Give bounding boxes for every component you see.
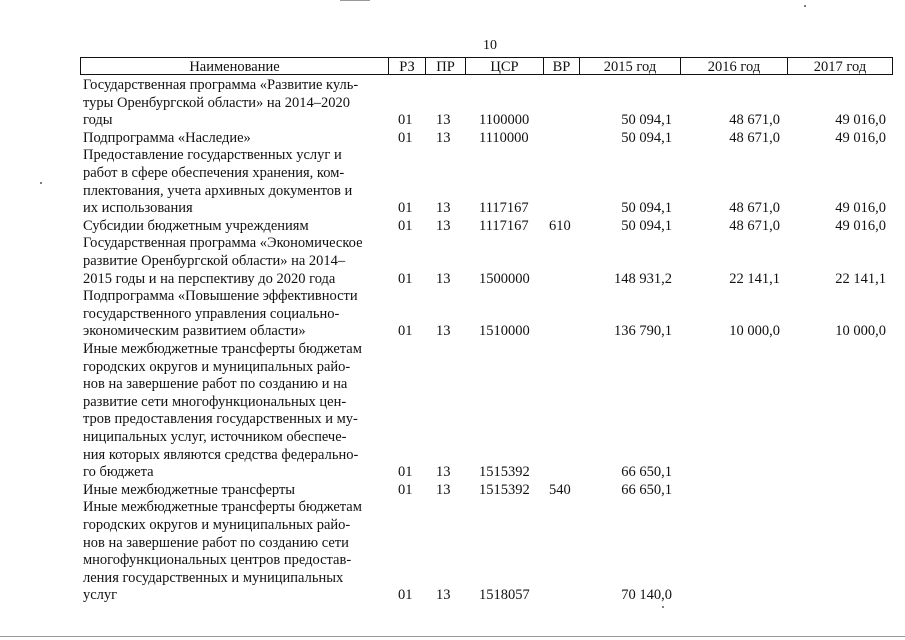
row-name-line: государственного управления социально-: [83, 305, 340, 322]
row-name-line: Предоставление государственных услуг и: [83, 147, 342, 164]
row-name-line: городских округов и муниципальных райо-: [83, 517, 351, 533]
row-name-line: Иные межбюджетные трансферты: [83, 481, 296, 498]
header-csr: ЦСР: [465, 57, 543, 75]
row-csr: 1515392: [479, 481, 530, 498]
row-csr: 1100000: [479, 112, 530, 129]
header-2015: 2015 год: [579, 57, 680, 75]
row-2015: 50 094,1: [621, 200, 672, 217]
header-2016: 2016 год: [680, 57, 787, 75]
row-pr: 13: [436, 464, 451, 481]
header-rz: РЗ: [388, 57, 425, 75]
row-rz: 01: [398, 270, 413, 287]
row-2016: 10 000,0: [729, 323, 780, 340]
row-csr: 1510000: [479, 323, 530, 340]
row-name-line: ниципальных услуг, источником обеспече-: [83, 429, 347, 445]
row-pr: 13: [436, 587, 451, 604]
row-name-line: го бюджета: [83, 464, 154, 481]
row-name-line: ния которых являются средства федерально-: [83, 446, 359, 463]
scan-speck: [804, 5, 806, 7]
row-2015: 50 094,1: [621, 217, 672, 234]
page-number: 10: [483, 38, 497, 53]
row-2015: 50 094,1: [621, 112, 672, 129]
row-csr: 1518057: [479, 587, 530, 604]
header-pr: ПР: [425, 57, 465, 75]
row-name-line: Субсидии бюджетным учреждениям: [83, 217, 309, 234]
row-rz: 01: [398, 112, 413, 129]
row-2016: 22 141,1: [729, 270, 780, 287]
row-pr: 13: [436, 112, 451, 129]
row-name-line: Государственная программа «Экономическое: [83, 235, 363, 252]
row-pr: 13: [436, 217, 451, 234]
header-vr: ВР: [543, 57, 579, 75]
row-2017: 49 016,0: [835, 217, 886, 234]
row-rz: 01: [398, 481, 413, 498]
row-vr: 610: [549, 217, 571, 234]
scan-top-line: [340, 0, 370, 1]
row-name-line: годы: [83, 112, 113, 129]
row-name-line: их использования: [83, 200, 193, 217]
row-pr: 13: [436, 270, 451, 287]
row-pr: 13: [436, 200, 451, 217]
row-rz: 01: [398, 323, 413, 340]
row-name-line: Подпрограмма «Наследие»: [83, 129, 251, 146]
row-name-line: туры Оренбургской области» на 2014–2020: [83, 94, 350, 111]
row-csr: 1117167: [479, 217, 529, 234]
row-2017: 22 141,1: [835, 270, 886, 287]
header-name: Наименование: [80, 57, 388, 75]
row-2017: 49 016,0: [835, 112, 886, 129]
row-2015: 66 650,1: [621, 464, 672, 481]
row-name-line: Иные межбюджетные трансферты бюджетам: [83, 341, 362, 357]
row-pr: 13: [436, 481, 451, 498]
row-name-line: экономическим развитием области»: [83, 323, 306, 340]
row-rz: 01: [398, 217, 413, 234]
row-2016: 48 671,0: [729, 112, 780, 129]
scan-bottom-line: [0, 636, 905, 637]
row-name-line: Подпрограмма «Повышение эффективности: [83, 288, 358, 305]
header-2017: 2017 год: [787, 57, 893, 75]
row-name-line: нов на завершение работ по созданию и на: [83, 376, 348, 393]
row-rz: 01: [398, 464, 413, 481]
row-2015: 148 931,2: [614, 270, 672, 287]
row-name-line: Государственная программа «Развитие куль-: [83, 77, 359, 93]
row-vr: 540: [549, 481, 571, 498]
scan-speck: [662, 606, 664, 608]
row-csr: 1515392: [479, 464, 530, 481]
row-name-line: Иные межбюджетные трансферты бюджетам: [83, 499, 362, 516]
row-name-line: развитие Оренбургской области» на 2014–: [83, 253, 346, 269]
row-2017: 49 016,0: [835, 200, 886, 217]
row-name-line: городских округов и муниципальных райо-: [83, 358, 351, 375]
row-csr: 1117167: [479, 200, 529, 217]
row-2016: 48 671,0: [729, 129, 780, 146]
scan-speck: [40, 182, 42, 184]
row-name-line: услуг: [83, 587, 118, 604]
row-csr: 1110000: [479, 129, 529, 146]
row-2015: 50 094,1: [621, 129, 672, 146]
row-2016: 48 671,0: [729, 200, 780, 217]
row-pr: 13: [436, 323, 451, 340]
row-2017: 10 000,0: [835, 323, 886, 340]
row-rz: 01: [398, 129, 413, 146]
row-csr: 1500000: [479, 270, 530, 287]
row-name-line: плектования, учета архивных документов и: [83, 182, 353, 199]
row-2017: 49 016,0: [835, 129, 886, 146]
row-2015: 136 790,1: [614, 323, 672, 340]
row-2015: 70 140,0: [621, 587, 672, 604]
row-2016: 48 671,0: [729, 217, 780, 234]
row-name-line: развитие сети многофункциональных цен-: [83, 393, 347, 410]
row-rz: 01: [398, 200, 413, 217]
row-2015: 66 650,1: [621, 481, 672, 498]
row-rz: 01: [398, 587, 413, 604]
row-name-line: тров предоставления государственных и му-: [83, 411, 358, 428]
row-name-line: многофункциональных центров предостав-: [83, 552, 352, 569]
row-name-line: работ в сфере обеспечения хранения, ком-: [83, 165, 345, 181]
row-name-line: 2015 годы и на перспективу до 2020 года: [83, 270, 336, 287]
row-name-line: нов на завершение работ по созданию сети: [83, 534, 349, 551]
row-pr: 13: [436, 129, 451, 146]
row-name-line: ления государственных и муниципальных: [83, 569, 344, 586]
